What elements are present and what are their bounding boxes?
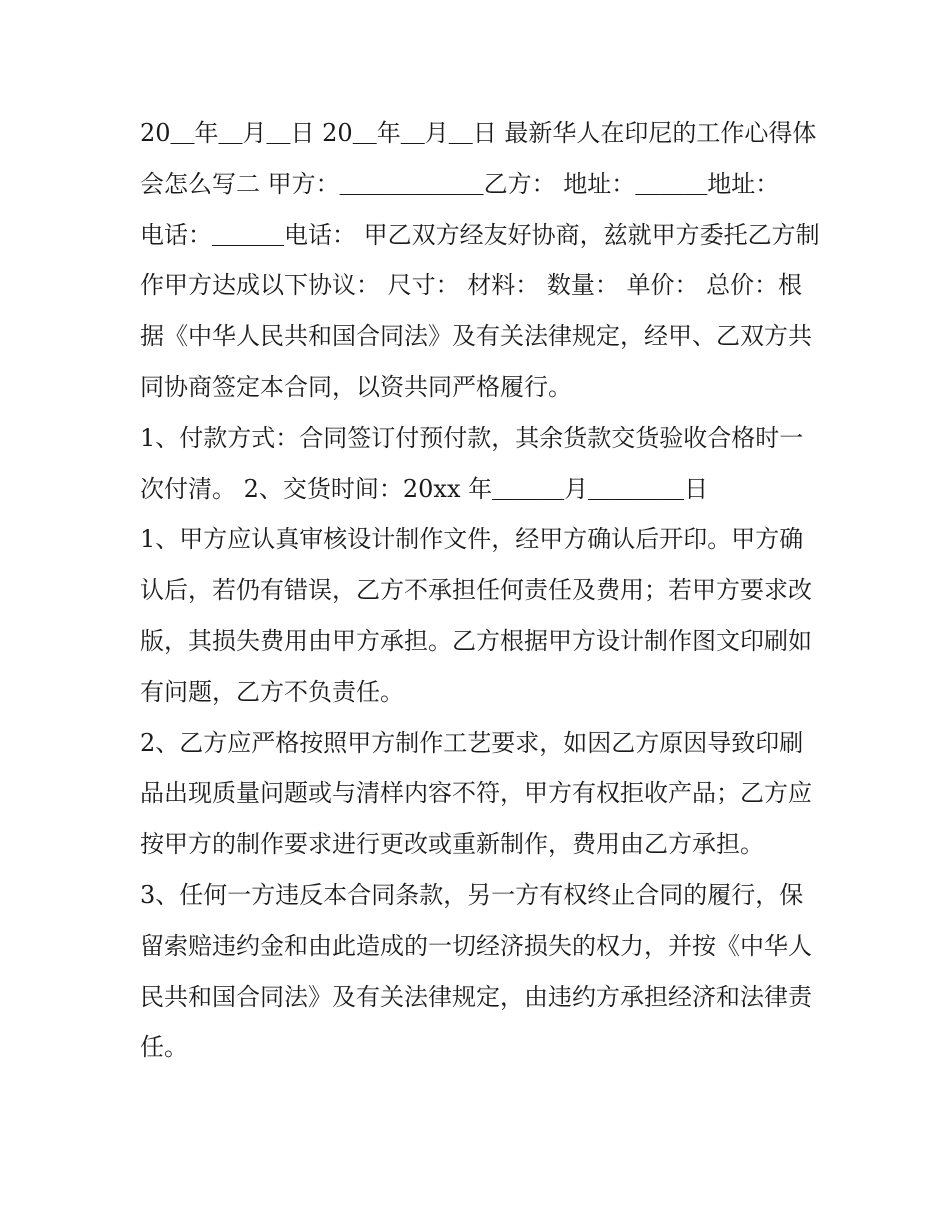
paragraph-header: 20＿年＿月＿日 20＿年＿月＿日 最新华人在印尼的工作心得体会怎么写二 甲方：＿＿＿＿＿＿乙方： 地址：＿＿＿地址： [140,119,817,198]
paragraph-clause-3: 3、任何一方违反本合同条款，另一方有权终止合同的履行，保留索赔违约金和由此造成的一切经济损失的权力，并按《中华人民共和国合同法》及有关法律规定，由违约方承担经济和法律责任。 [140,880,812,1062]
paragraph-payment: 1、付款方式：合同签订付预付款，其余货款交货验收合格时一次付清。 2、交货时间：20xx 年＿＿＿月＿＿＿＿日 [140,423,804,503]
paragraph-clause-2: 2、乙方应严格按照甲方制作工艺要求，如因乙方原因导致印刷品出现质量问题或与清样内容不符，甲方有权拒收产品；乙方应按甲方的制作要求进行更改或重新制作，费用由乙方承担。 [140,728,812,859]
paragraph-agreement: 电话：＿＿＿电话： 甲乙双方经友好协商，兹就甲方委托乙方制作甲方达成以下协议： 尺寸： 材料： 数量： 单价： 总价：根据《中华人民共和国合同法》及有关法律规定，经甲、乙双方共同协商签定本合同，以资共同严格履行。 [140,220,820,401]
document-body [140,108,820,1073]
paragraph-clause-1: 1、甲方应认真审核设计制作文件，经甲方确认后开印。甲方确认后，若仍有错误，乙方不承担任何责任及费用；若甲方要求改版，其损失费用由甲方承担。乙方根据甲方设计制作图文印刷如有问题，乙方不负责任。 [140,525,812,706]
